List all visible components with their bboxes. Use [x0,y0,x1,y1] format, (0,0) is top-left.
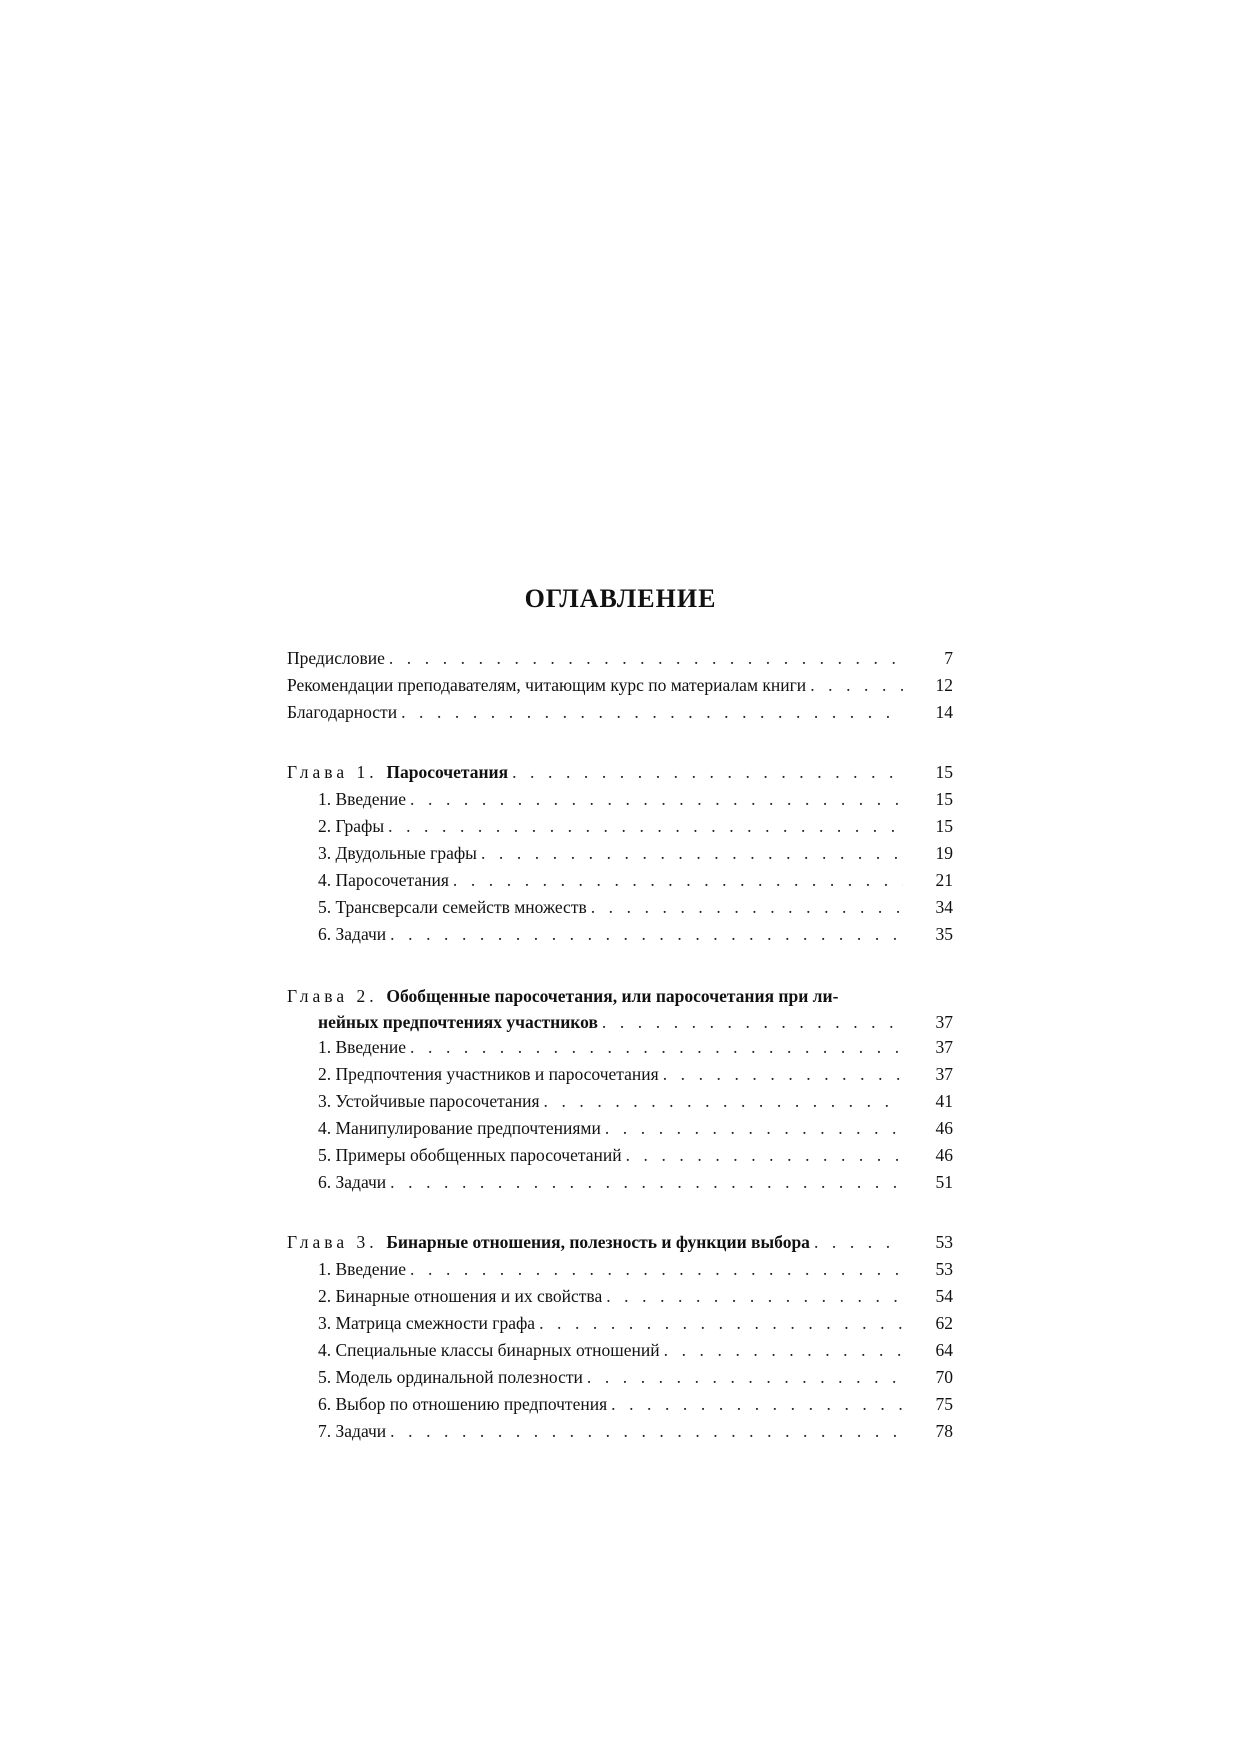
toc-page-number: 78 [935,1421,953,1441]
toc-entry-label: 6. Выбор по отношению предпочтения [318,1394,608,1414]
toc-section[interactable] [287,921,953,948]
toc-page-number: 37 [935,1037,953,1057]
dot-leader [385,645,903,672]
chapter-title-line-2: нейных предпочтениях участников [318,1012,598,1032]
toc-section[interactable] [287,1088,953,1115]
dot-leader [540,1088,903,1115]
toc-section[interactable] [287,1283,953,1310]
page-title: ОГЛАВЛЕНИЕ [524,584,717,613]
dot-leader [508,759,903,786]
toc-page-number: 46 [935,1118,953,1138]
toc-section[interactable] [287,894,953,921]
toc-entry-preface[interactable] [287,645,953,672]
toc-section[interactable] [287,1115,953,1142]
toc-entry-label: 5. Трансверсали семейств множеств [318,897,587,917]
spacer [287,948,953,983]
toc-page-number: 46 [935,1145,953,1165]
dot-leader [386,1169,903,1196]
toc-page-number: 15 [935,762,953,782]
chapter-title: Бинарные отношения, полезность и функции выбора [386,1232,810,1252]
toc-entry-label: 5. Примеры обобщенных паросочетаний [318,1145,622,1165]
toc-entry-acknowledgements[interactable] [287,699,953,726]
toc-section[interactable] [287,1142,953,1169]
chapter-title: Паросочетания [386,762,509,782]
toc-section[interactable] [287,1310,953,1337]
dot-leader [607,1391,903,1418]
toc-entry-recommendations[interactable] [287,672,953,699]
toc-chapter-3[interactable] [287,1229,953,1256]
toc-section[interactable] [287,1061,953,1088]
toc-page-number: 37 [935,1064,953,1084]
toc-page-number: 21 [935,870,953,890]
toc-section[interactable] [287,786,953,813]
toc-entry-label: Благодарности [287,702,398,722]
toc-entry-label: 6. Задачи [318,1172,387,1192]
dot-leader [601,1115,903,1142]
toc-section[interactable] [287,1337,953,1364]
chapter-title-line-1: Обобщенные паросочетания, или паросочетания при ли- [386,986,839,1006]
toc-page-number: 51 [935,1172,953,1192]
spacer [287,726,953,759]
toc-section[interactable] [287,867,953,894]
toc-entry-label: 4. Паросочетания [318,870,449,890]
toc-page-number: 53 [935,1259,953,1279]
toc-entry-label: 1. Введение [318,1259,407,1279]
toc-section[interactable] [287,840,953,867]
toc-page-number: 15 [935,789,953,809]
toc-page-number: 34 [935,897,953,917]
spacer [287,1196,953,1229]
toc-page-number: 53 [935,1232,953,1252]
toc-entry-label: 4. Манипулирование предпочтениями [318,1118,601,1138]
toc-page-number: 15 [935,816,953,836]
dot-leader [598,1010,903,1034]
toc-page-number: 54 [935,1286,953,1306]
toc-page-number: 37 [935,1012,953,1032]
toc-section[interactable] [287,1169,953,1196]
dot-leader [406,1256,903,1283]
toc-chapter-2[interactable] [287,983,953,1034]
toc-chapter-heading [287,983,953,1010]
toc-entry-label: 2. Предпочтения участников и паросочетания [318,1064,659,1084]
toc-page-number: 70 [935,1367,953,1387]
chapter-prefix: Глава 2. [287,986,378,1006]
toc-entry-label: 2. Бинарные отношения и их свойства [318,1286,603,1306]
dot-leader [397,699,903,726]
toc-entry-label: Рекомендации преподавателям, читающим курс по материалам книги [287,675,807,695]
dot-leader [583,1364,903,1391]
toc-page-number: 64 [935,1340,953,1360]
dot-leader [386,921,903,948]
toc-entry-label: 1. Введение [318,1037,407,1057]
toc-page-number: 41 [935,1091,953,1111]
toc-page-number: 75 [935,1394,953,1414]
dot-leader [659,1061,903,1088]
chapter-prefix: Глава 1. [287,762,378,782]
dot-leader [406,786,903,813]
toc-page-number: 14 [935,702,953,722]
toc-section[interactable] [287,1256,953,1283]
toc-chapter-heading [287,1229,810,1256]
toc-entry-label: 3. Матрица смежности графа [318,1313,536,1333]
toc-entry-label: 2. Графы [318,816,385,836]
dot-leader [602,1283,903,1310]
toc-entry-label: 6. Задачи [318,924,387,944]
toc-page-number: 62 [935,1313,953,1333]
toc-section[interactable] [287,1364,953,1391]
toc-chapter-heading [287,759,508,786]
toc-page-number: 12 [935,675,953,695]
chapter-prefix: Глава 3. [287,1232,378,1252]
toc-section[interactable] [287,1391,953,1418]
table-of-contents [287,645,953,1445]
dot-leader [810,1229,903,1256]
toc-entry-label: 3. Двудольные графы [318,843,477,863]
toc-entry-label: Предисловие [287,648,385,668]
dot-leader [384,813,903,840]
toc-chapter-heading-continued [287,1010,953,1034]
toc-entry-label: 5. Модель ординальной полезности [318,1367,583,1387]
toc-section[interactable] [287,1034,953,1061]
toc-page-number: 35 [935,924,953,944]
dot-leader [660,1337,903,1364]
toc-entry-label: 7. Задачи [318,1421,387,1441]
toc-section[interactable] [287,1418,953,1445]
toc-entry-label: 1. Введение [318,789,407,809]
dot-leader [806,672,903,699]
toc-entry-label: 4. Специальные классы бинарных отношений [318,1340,660,1360]
dot-leader [587,894,903,921]
dot-leader [386,1418,903,1445]
toc-section[interactable] [287,813,953,840]
dot-leader [477,840,903,867]
dot-leader [622,1142,903,1169]
toc-page-number: 19 [935,843,953,863]
dot-leader [406,1034,903,1061]
toc-entry-label: 3. Устойчивые паросочетания [318,1091,540,1111]
dot-leader [449,867,903,894]
dot-leader [535,1310,903,1337]
toc-chapter-1[interactable] [287,759,953,786]
toc-page-number: 7 [944,648,953,668]
